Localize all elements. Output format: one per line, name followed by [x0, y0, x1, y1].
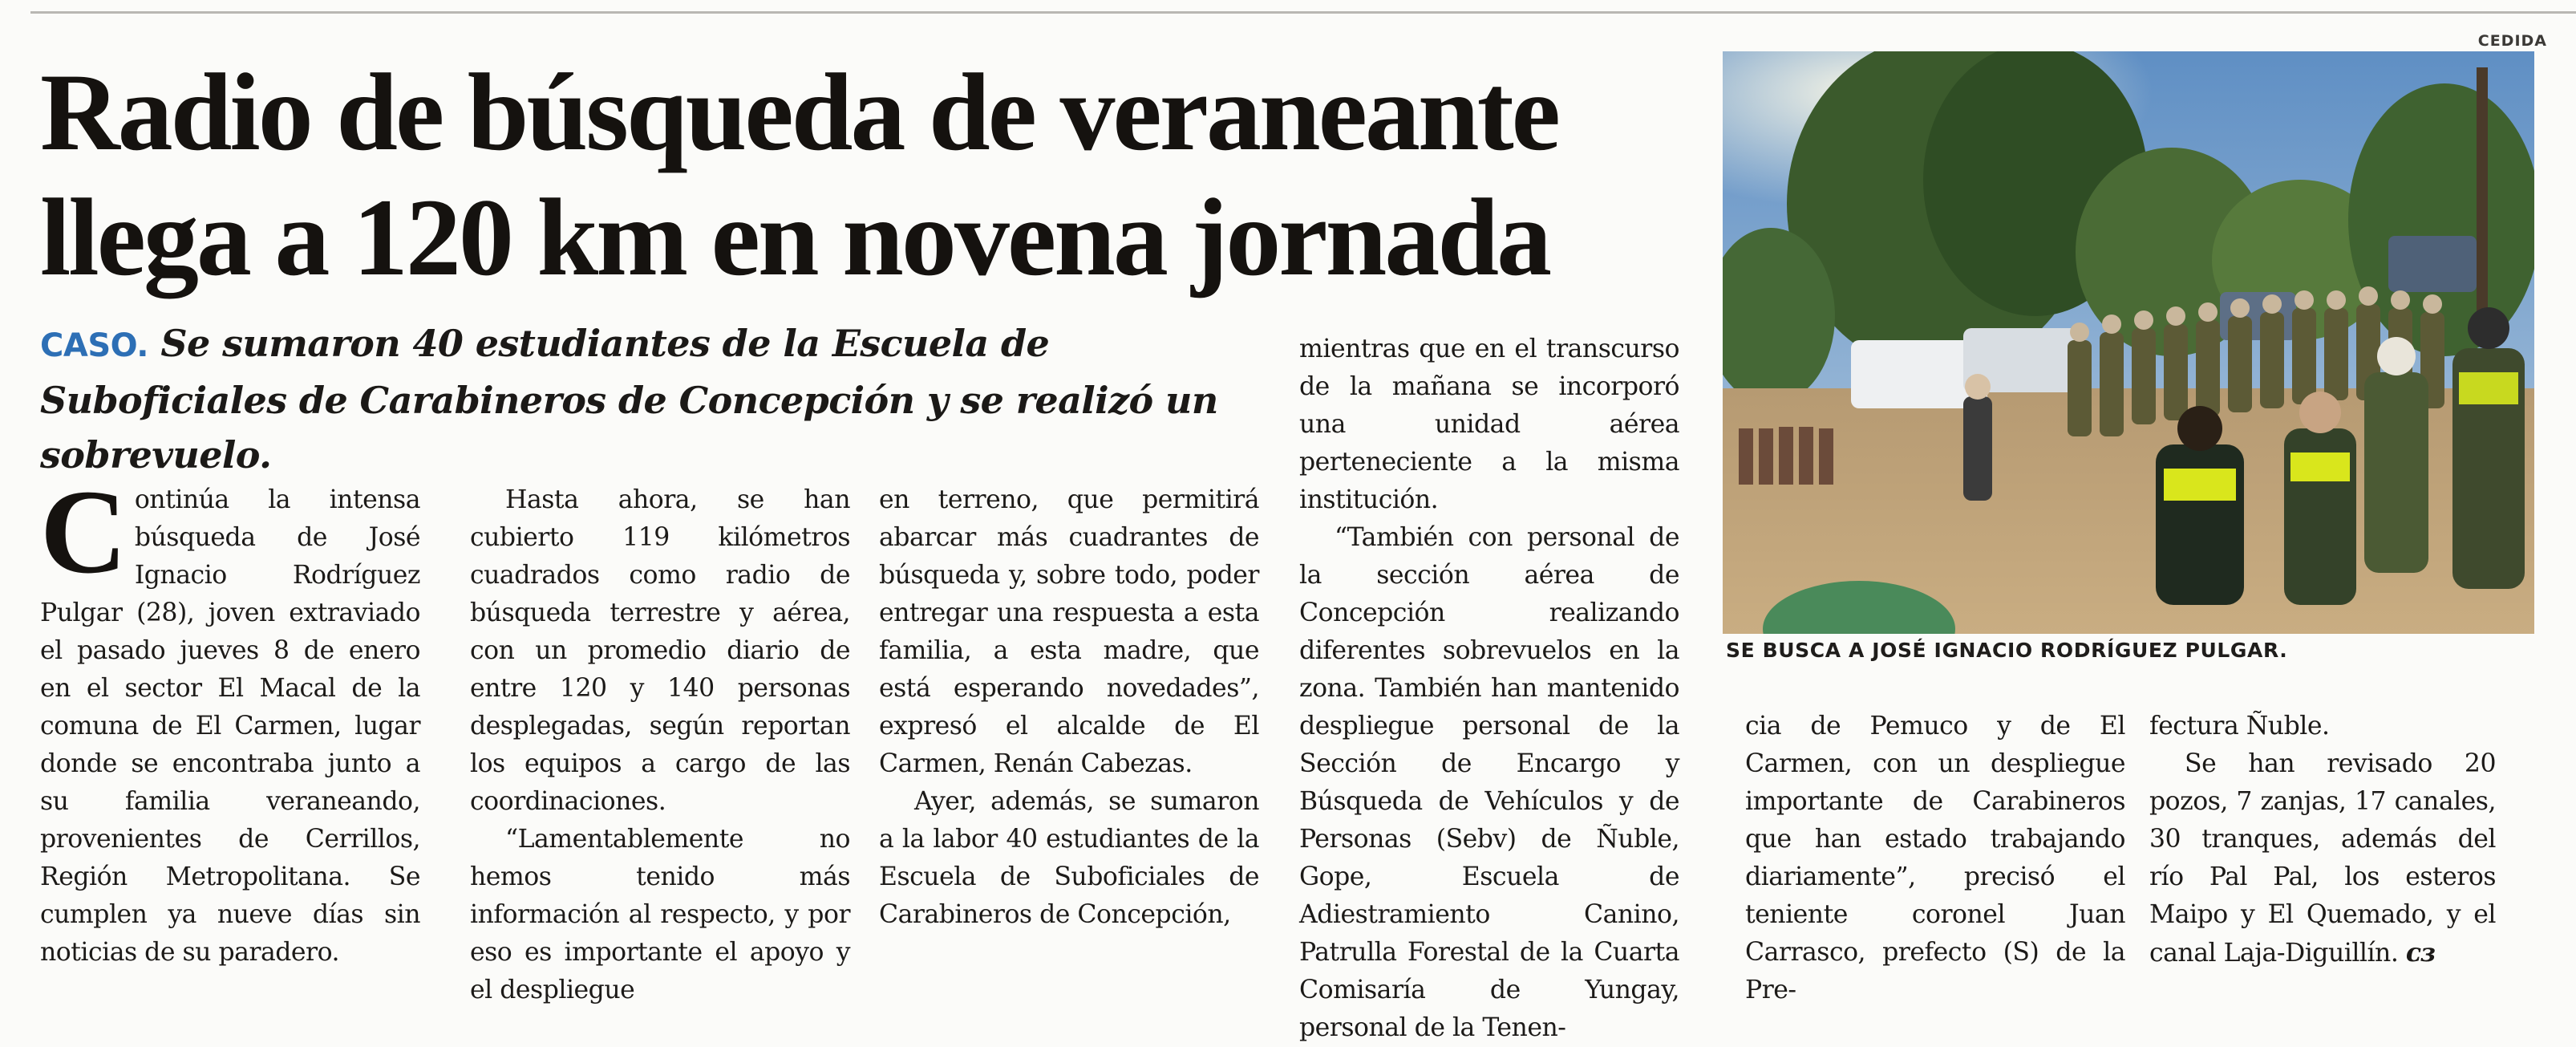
- paragraph: mientras que en el transcurso de la mañana se incorporó una unidad aérea perteneciente a la misma institución.: [1299, 335, 1679, 514]
- article-column-4: [1299, 331, 1679, 1047]
- photo-caption: SE BUSCA A JOSÉ IGNACIO RODRÍGUEZ PULGAR.: [1726, 639, 2288, 662]
- article-column-5: [1745, 708, 2125, 1009]
- paragraph: “También con personal de la sección aérea de Concepción realizando diferentes sobrevuelos en la zona. También han mantenido despliegue personal de la Sección de Encargo y Búsqueda de Vehículos y de Personas (Sebv) de Ñuble, Gope, Escuela de Adiestramiento Canino, Patrulla Forestal de la Cuarta Comisaría de Yungay, personal de la Tenen-: [1299, 523, 1679, 1042]
- deck-kicker: CASO.: [40, 327, 148, 364]
- paragraph: “Lamentablemente no hemos tenido más información al respecto, y por eso es importante el apoyo y el despliegue: [470, 825, 850, 1004]
- headline: Radio de búsqueda de veraneante llega a 120 km en novena jornada: [40, 51, 1558, 298]
- paragraph: Se han revisado 20 pozos, 7 zanjas, 17 canales, 30 tranques, además del río Pal Pal, los esteros Maipo y El Quemado, y el canal Laja-Diguillín.: [2149, 749, 2496, 968]
- top-rule: [30, 11, 2576, 14]
- dropcap: C: [40, 465, 127, 599]
- article-column-3: [879, 481, 1259, 934]
- deck-text: Se sumaron 40 estudiantes de la Escuela de Suboficiales de Carabineros de Concepción y se realizó un sobrevuelo.: [40, 322, 1218, 477]
- paragraph: Ayer, además, se sumaron a la labor 40 estudiantes de la Escuela de Suboficiales de Carabineros de Concepción,: [879, 787, 1259, 929]
- article-column-6: [2149, 708, 2496, 972]
- paragraph: fectura Ñuble.: [2149, 712, 2330, 741]
- paragraph: Hasta ahora, se han cubierto 119 kilómetros cuadrados como radio de búsqueda terrestre y aérea, con un promedio diario de entre 120 y 140 personas desplegadas, según reportan los equipos a cargo de las coordinaciones.: [470, 485, 850, 816]
- deck: [40, 316, 1291, 482]
- article-column-2: [470, 481, 850, 1009]
- paragraph: en terreno, que permitirá abarcar más cuadrantes de búsqueda y, sobre todo, poder entregar una respuesta a esta familia, a esta madre, que está esperando novedades”, expresó el alcalde de El Carmen, Renán Cabezas.: [879, 485, 1259, 778]
- news-photo: [1723, 51, 2534, 634]
- end-mark-icon: ᴄɜ: [2405, 938, 2435, 968]
- photo-credit: CEDIDA: [2477, 32, 2547, 50]
- paragraph: ontinúa la intensa búsqueda de José Ignacio Rodríguez Pulgar (28), joven extraviado el pasado jueves 8 de enero en el sector El Macal de la comuna de El Carmen, lugar donde se encontraba junto a su familia veraneando, provenientes de Cerrillos, Región Metropolitana. Se cumplen ya nueve días sin noticias de su paradero.: [40, 485, 420, 967]
- article-column-1: [40, 465, 420, 972]
- paragraph: cia de Pemuco y de El Carmen, con un despliegue importante de Carabineros que han estado trabajando diariamente”, precisó el teniente coronel Juan Carrasco, prefecto (S) de la Pre-: [1745, 712, 2125, 1004]
